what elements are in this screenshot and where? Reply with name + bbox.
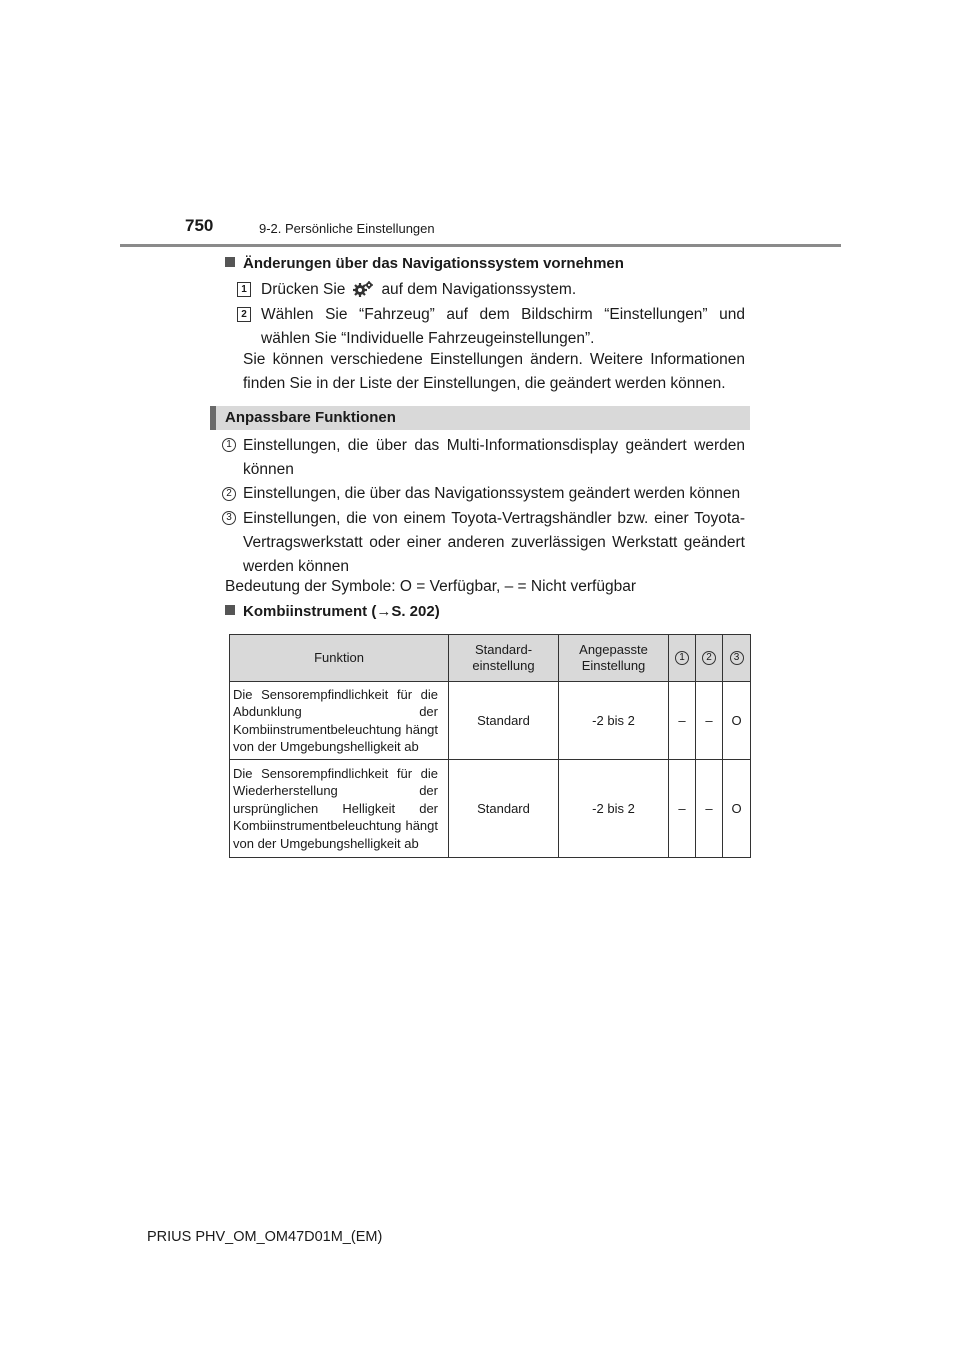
square-bullet-icon	[225, 257, 235, 267]
nav-heading: Änderungen über das Navigationssystem vornehmen	[225, 255, 624, 272]
row-col1: –	[669, 682, 696, 760]
table-row	[230, 682, 751, 760]
circled-number-3: 3	[730, 651, 744, 665]
square-bullet-icon	[225, 605, 235, 615]
section-banner	[210, 406, 750, 430]
col-header-default: Standard- einstellung	[449, 635, 559, 682]
document-code: PRIUS PHV_OM_OM47D01M_(EM)	[147, 1229, 383, 1245]
circled-number-2: 2	[702, 651, 716, 665]
step-badge-2: 2	[237, 307, 251, 322]
nav-note: Sie können verschiedene Einstellungen ändern. Weitere Informationen finden Sie in der Liste der Einstellungen, die geändert werden können.	[243, 351, 745, 392]
row-function: Die Sensorempfindlichkeit für die Abdunklung der Kombiinstrumentbeleuchtung hängt von der Umgebungshelligkeit ab	[230, 682, 449, 760]
circled-number-2: 2	[222, 487, 236, 501]
row-default: Standard	[449, 682, 559, 760]
table-row	[230, 760, 751, 858]
row-default: Standard	[449, 760, 559, 858]
function-item-1: Einstellungen, die über das Multi-Informationsdisplay geändert werden können	[243, 437, 745, 478]
row-col3: O	[723, 682, 751, 760]
function-item-3: Einstellungen, die von einem Toyota-Vertragshändler bzw. einer Toyota-Vertragswerkstatt oder einer anderen zuverlässigen Werkstatt geändert werden können	[243, 510, 745, 575]
row-col3: O	[723, 760, 751, 858]
col-header-custom: Angepasste Einstellung	[559, 635, 669, 682]
banner-accent-bar	[210, 406, 216, 430]
function-item-2: Einstellungen, die über das Navigationssystem geändert werden können	[243, 485, 741, 502]
row-custom: -2 bis 2	[559, 760, 669, 858]
section-title: 9-2. Persönliche Einstellungen	[259, 221, 435, 236]
row-function: Die Sensorempfindlichkeit für die Wiederherstellung der ursprünglichen Helligkeit der Kombiinstrumentbeleuchtung hängt von der Umgebungshelligkeit ab	[230, 760, 449, 858]
row-col2: –	[696, 682, 723, 760]
header-divider	[120, 244, 841, 247]
settings-table	[229, 634, 751, 858]
circled-number-1: 1	[675, 651, 689, 665]
table-header-row	[230, 635, 751, 682]
step-badge-1: 1	[237, 282, 251, 297]
symbol-legend: Bedeutung der Symbole: O = Verfügbar, – = Nicht verfügbar	[225, 578, 636, 595]
step-2-text: Wählen Sie “Fahrzeug” auf dem Bildschirm “Einstellungen” und wählen Sie “Individuelle Fahrzeugeinstellungen”.	[261, 306, 745, 347]
row-col1: –	[669, 760, 696, 858]
step-1-text: Drücken Sie auf dem Navigationssystem.	[261, 278, 576, 306]
col-header-function: Funktion	[230, 635, 449, 682]
banner-title: Anpassbare Funktionen	[225, 409, 396, 426]
page-number: 750	[185, 216, 214, 235]
circled-number-1: 1	[222, 438, 236, 452]
circled-number-3: 3	[222, 511, 236, 525]
row-custom: -2 bis 2	[559, 682, 669, 760]
kombi-heading: Kombiinstrument (→S. 202)	[225, 603, 440, 620]
row-col2: –	[696, 760, 723, 858]
